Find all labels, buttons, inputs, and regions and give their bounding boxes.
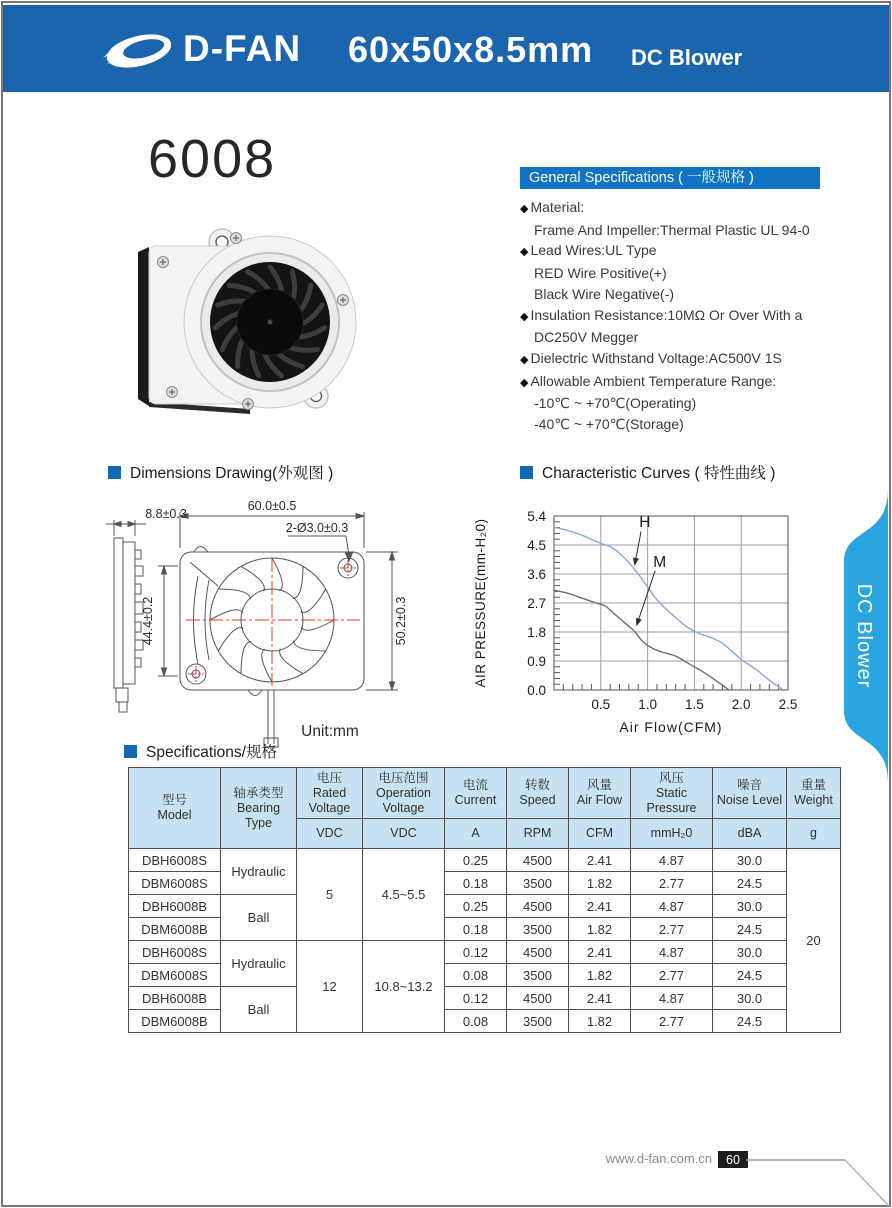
spec-line: ◆ Material:	[520, 199, 585, 215]
x-tick-label: 1.0	[638, 697, 657, 712]
dim-width: 60.0±0.5	[247, 499, 297, 513]
cell-noise: 24.5	[713, 918, 787, 941]
cell-rated-voltage: 12	[297, 941, 363, 1033]
footer-corner-lines	[746, 1152, 892, 1208]
cell-current: 0.08	[445, 964, 507, 987]
col-header: 型号 Model	[129, 768, 221, 849]
spec-line: RED Wire Positive(+)	[534, 265, 667, 282]
general-specs-title-bar: General Specifications ( 一般规格 )	[520, 167, 820, 189]
col-header: 风量 Air Flow	[569, 768, 631, 819]
cell-speed: 3500	[507, 1010, 569, 1033]
y-tick-label: 1.8	[527, 625, 546, 640]
cell-air-flow: 2.41	[569, 895, 631, 918]
cell-model: DBM6008B	[129, 918, 221, 941]
cell-static-pressure: 2.77	[631, 918, 713, 941]
y-tick-label: 4.5	[527, 538, 546, 553]
cell-static-pressure: 4.87	[631, 987, 713, 1010]
col-unit: VDC	[363, 819, 445, 849]
cell-air-flow: 1.82	[569, 872, 631, 895]
col-unit: VDC	[297, 819, 363, 849]
cell-model: DBH6008S	[129, 849, 221, 872]
side-tab-label: DC Blower	[853, 583, 875, 689]
cell-static-pressure: 2.77	[631, 964, 713, 987]
y-tick-label: 3.6	[527, 567, 546, 582]
spec-line: ◆ Insulation Resistance:10MΩ Or Over With a	[520, 306, 803, 323]
cell-noise: 24.5	[713, 964, 787, 987]
cell-model: DBH6008B	[129, 987, 221, 1010]
cell-current: 0.18	[445, 872, 507, 895]
cell-air-flow: 1.82	[569, 964, 631, 987]
section-title-curves: Characteristic Curves ( 特性曲线 )	[520, 461, 775, 483]
col-unit: g	[787, 819, 841, 849]
curve-M	[554, 590, 729, 690]
cell-static-pressure: 2.77	[631, 1010, 713, 1033]
dim-height-left: 44.4±0.2	[141, 596, 155, 646]
cell-static-pressure: 4.87	[631, 849, 713, 872]
cell-operation-voltage: 10.8~13.2	[363, 941, 445, 1033]
cell-weight: 20	[787, 849, 841, 1033]
blue-square-icon	[108, 466, 121, 479]
col-unit: A	[445, 819, 507, 849]
annotation-arrow-line	[638, 571, 655, 623]
cell-speed: 4500	[507, 895, 569, 918]
cell-noise: 30.0	[713, 987, 787, 1010]
cell-air-flow: 2.41	[569, 941, 631, 964]
spec-line: ◆ Lead Wires:UL Type	[520, 242, 657, 259]
cell-speed: 3500	[507, 918, 569, 941]
curve-label-M: M	[653, 553, 667, 571]
cell-speed: 3500	[507, 872, 569, 895]
col-unit: RPM	[507, 819, 569, 849]
cell-current: 0.08	[445, 1010, 507, 1033]
x-axis-title: Air Flow(CFM)	[619, 719, 723, 735]
col-header: 重量 Weight	[787, 768, 841, 819]
col-header: 电流 Current	[445, 768, 507, 819]
cell-air-flow: 2.41	[569, 987, 631, 1010]
cell-static-pressure: 4.87	[631, 895, 713, 918]
cell-bearing: Hydraulic	[221, 941, 297, 987]
dc-blower-side-tab	[842, 488, 888, 784]
footer-url: www.d-fan.com.cn	[605, 1151, 712, 1166]
cell-speed: 4500	[507, 987, 569, 1010]
diamond-bullet-icon: ◆	[520, 376, 529, 389]
col-header: 噪音 Noise Level	[713, 768, 787, 819]
characteristic-curves-chart	[470, 500, 832, 746]
cell-speed: 4500	[507, 849, 569, 872]
cell-current: 0.12	[445, 987, 507, 1010]
general-spec-list	[520, 197, 850, 435]
col-header: 电压 Rated Voltage	[297, 768, 363, 819]
x-tick-label: 2.0	[731, 697, 751, 712]
section-title-dimensions: Dimensions Drawing(外观图 )	[108, 461, 333, 483]
annotation-arrowhead	[633, 558, 639, 566]
cell-model: DBM6008S	[129, 872, 221, 895]
dim-holes: 2-Ø3.0±0.3	[285, 521, 349, 535]
page-title-size: 60x50x8.5mm	[348, 29, 594, 70]
dim-depth: 8.8±0.3	[145, 507, 187, 521]
annotation-arrowhead	[636, 618, 642, 627]
page-number-badge: 60	[718, 1151, 748, 1168]
x-tick-label: 1.5	[685, 697, 704, 712]
cell-bearing: Ball	[221, 895, 297, 941]
col-unit: mmH₂0	[631, 819, 713, 849]
dim-height-right: 50.2±0.3	[394, 596, 408, 646]
col-unit: dBA	[713, 819, 787, 849]
brand-name: D-FAN	[183, 28, 302, 69]
col-unit: CFM	[569, 819, 631, 849]
specifications-table	[128, 767, 841, 1033]
table-row	[129, 849, 841, 872]
cell-noise: 30.0	[713, 849, 787, 872]
section-title-specifications: Specifications/规格	[124, 740, 277, 762]
cell-rated-voltage: 5	[297, 849, 363, 941]
diamond-bullet-icon: ◆	[520, 353, 529, 366]
blue-square-icon	[520, 466, 533, 479]
dimensions-drawing	[102, 492, 432, 752]
cell-noise: 30.0	[713, 895, 787, 918]
diamond-bullet-icon: ◆	[520, 310, 529, 323]
x-tick-label: 2.5	[778, 697, 798, 712]
cell-model: DBM6008B	[129, 1010, 221, 1033]
x-tick-label: 0.5	[591, 697, 611, 712]
cell-operation-voltage: 4.5~5.5	[363, 849, 445, 941]
spec-line: ◆ Allowable Ambient Temperature Range:	[520, 372, 777, 389]
y-tick-label: 5.4	[527, 509, 546, 524]
table-row	[129, 895, 841, 918]
col-header: 转数 Speed	[507, 768, 569, 819]
cell-bearing: Ball	[221, 987, 297, 1033]
y-tick-label: 0.0	[527, 683, 546, 698]
cell-noise: 24.5	[713, 872, 787, 895]
header-banner	[3, 5, 889, 92]
unit-label: Unit:mm	[301, 723, 359, 740]
y-tick-label: 0.9	[527, 654, 546, 669]
cell-static-pressure: 4.87	[631, 941, 713, 964]
spec-line: ◆ Dielectric Withstand Voltage:AC500V 1S	[520, 349, 782, 366]
cell-model: DBH6008B	[129, 895, 221, 918]
cell-air-flow: 1.82	[569, 1010, 631, 1033]
cell-air-flow: 1.82	[569, 918, 631, 941]
spec-line: -10℃ ~ +70℃(Operating)	[534, 395, 697, 412]
cell-noise: 30.0	[713, 941, 787, 964]
product-photo	[130, 204, 358, 422]
cell-bearing: Hydraulic	[221, 849, 297, 895]
spec-line: Frame And Impeller:Thermal Plastic UL 94-0	[534, 221, 810, 238]
cell-speed: 3500	[507, 964, 569, 987]
cell-model: DBH6008S	[129, 941, 221, 964]
brand-logo-icon	[99, 27, 179, 75]
y-axis-title: AIR PRESSURE(mm-H₂0)	[473, 518, 488, 688]
curve-label-H: H	[639, 513, 651, 531]
annotation-arrow-line	[635, 531, 641, 562]
col-header: 轴承类型 Bearing Type	[221, 768, 297, 849]
cell-current: 0.25	[445, 895, 507, 918]
diamond-bullet-icon: ◆	[520, 203, 529, 215]
cell-air-flow: 2.41	[569, 849, 631, 872]
table-row	[129, 987, 841, 1010]
curve-H	[554, 527, 783, 690]
table-row	[129, 941, 841, 964]
spec-line: -40℃ ~ +70℃(Storage)	[534, 416, 684, 433]
cell-static-pressure: 2.77	[631, 872, 713, 895]
cell-noise: 24.5	[713, 1010, 787, 1033]
product-type-label: DC Blower	[631, 45, 743, 70]
model-number: 6008	[148, 129, 277, 189]
cell-current: 0.12	[445, 941, 507, 964]
spec-line: Black Wire Negative(-)	[534, 285, 675, 302]
cell-speed: 4500	[507, 941, 569, 964]
cell-current: 0.25	[445, 849, 507, 872]
cell-model: DBM6008S	[129, 964, 221, 987]
y-tick-label: 2.7	[527, 596, 546, 611]
diamond-bullet-icon: ◆	[520, 246, 529, 259]
spec-line: DC250V Megger	[534, 329, 639, 346]
col-header: 风压 Static Pressure	[631, 768, 713, 819]
col-header: 电压范围 Operation Voltage	[363, 768, 445, 819]
cell-current: 0.18	[445, 918, 507, 941]
